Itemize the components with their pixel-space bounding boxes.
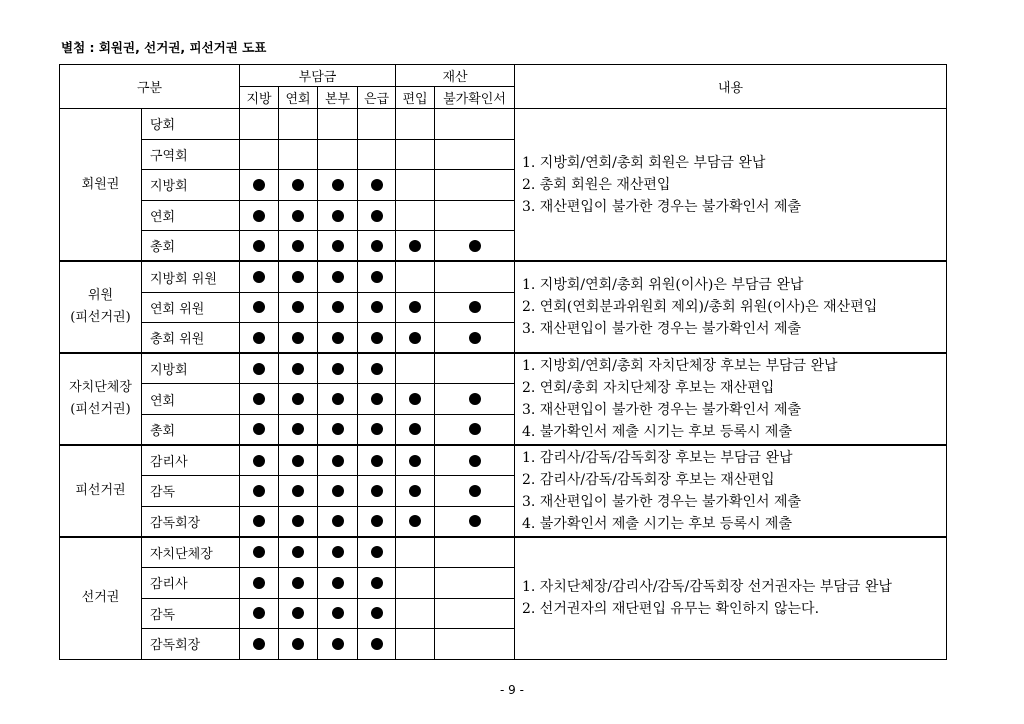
row-label: 감리사	[142, 445, 240, 476]
mark-cell	[358, 292, 396, 323]
mark-cell	[240, 231, 279, 262]
mark-cell	[279, 353, 318, 384]
mark-cell	[396, 537, 435, 568]
mark-cell	[279, 384, 318, 415]
mark-cell	[240, 292, 279, 323]
group-label-eligibility	[60, 445, 142, 537]
content-line: 2. 선거권자의 재단편입 유무는 확인하지 않는다.	[522, 601, 820, 618]
mark-cell	[435, 109, 515, 140]
mark-cell	[396, 476, 435, 507]
content-line: 1. 지방회/연회/총회 위원(이사)은 부담금 완납	[522, 277, 804, 294]
mark-cell	[435, 567, 515, 598]
group-label-committee	[60, 261, 142, 353]
document-title: 별첨 : 회원권, 선거권, 피선거권 도표	[61, 40, 267, 55]
filled-circle-icon	[409, 393, 421, 405]
mark-cell	[279, 629, 318, 660]
filled-circle-icon	[469, 515, 481, 527]
mark-cell	[358, 109, 396, 140]
filled-circle-icon	[371, 577, 383, 589]
row-label: 연회	[142, 200, 240, 231]
group-label-text: 위원	[87, 288, 114, 304]
mark-cell	[318, 445, 358, 476]
table-body	[60, 109, 947, 660]
filled-circle-icon	[253, 638, 265, 650]
group-label-local-head	[60, 353, 142, 445]
filled-circle-icon	[371, 332, 383, 344]
mark-cell	[396, 414, 435, 445]
mark-cell	[396, 200, 435, 231]
filled-circle-icon	[292, 363, 304, 375]
row-label: 지방회	[142, 170, 240, 201]
filled-circle-icon	[469, 423, 481, 435]
mark-cell	[358, 414, 396, 445]
filled-circle-icon	[253, 607, 265, 619]
mark-cell	[279, 261, 318, 292]
content-line: 4. 불가확인서 제출 시기는 후보 등록시 제출	[522, 424, 792, 441]
content-line: 3. 재산편입이 불가한 경우는 불가확인서 제출	[522, 198, 802, 215]
mark-cell	[358, 445, 396, 476]
table-row	[60, 109, 947, 140]
mark-cell	[240, 476, 279, 507]
table-row	[60, 261, 947, 292]
content-line: 2. 연회(연회분과위원회 제외)/총회 위원(이사)은 재산편입	[522, 299, 878, 316]
mark-cell	[358, 537, 396, 568]
mark-cell	[358, 170, 396, 201]
filled-circle-icon	[292, 332, 304, 344]
mark-cell	[279, 414, 318, 445]
filled-circle-icon	[371, 393, 383, 405]
mark-cell	[358, 261, 396, 292]
filled-circle-icon	[292, 423, 304, 435]
mark-cell	[318, 231, 358, 262]
mark-cell	[435, 231, 515, 262]
filled-circle-icon	[409, 455, 421, 467]
filled-circle-icon	[469, 240, 481, 252]
mark-cell	[318, 353, 358, 384]
filled-circle-icon	[292, 240, 304, 252]
mark-cell	[240, 598, 279, 629]
row-label: 구역회	[142, 139, 240, 170]
filled-circle-icon	[332, 271, 344, 283]
filled-circle-icon	[371, 515, 383, 527]
mark-cell	[396, 323, 435, 354]
content-line: 1. 지방회/연회/총회 자치단체장 후보는 부담금 완납	[522, 358, 838, 375]
mark-cell	[240, 353, 279, 384]
filled-circle-icon	[253, 423, 265, 435]
filled-circle-icon	[469, 485, 481, 497]
content-cell-eligibility	[515, 445, 947, 537]
group-label-voting	[60, 537, 142, 659]
mark-cell	[240, 567, 279, 598]
col-header-eungeup: 은급	[358, 87, 396, 109]
row-label: 감리사	[142, 567, 240, 598]
filled-circle-icon	[253, 546, 265, 558]
mark-cell	[396, 384, 435, 415]
mark-cell	[318, 170, 358, 201]
filled-circle-icon	[409, 240, 421, 252]
filled-circle-icon	[371, 423, 383, 435]
mark-cell	[279, 139, 318, 170]
row-label: 총회	[142, 231, 240, 262]
filled-circle-icon	[253, 240, 265, 252]
filled-circle-icon	[332, 577, 344, 589]
content-cell-local-head	[515, 353, 947, 445]
mark-cell	[358, 476, 396, 507]
content-line: 2. 총회 회원은 재산편입	[522, 176, 671, 193]
mark-cell	[435, 353, 515, 384]
filled-circle-icon	[469, 455, 481, 467]
mark-cell	[358, 353, 396, 384]
row-label: 감독회장	[142, 506, 240, 537]
group-label-text: 선거권	[81, 590, 120, 606]
mark-cell	[435, 414, 515, 445]
mark-cell	[240, 109, 279, 140]
filled-circle-icon	[409, 515, 421, 527]
content-line: 3. 재산편입이 불가한 경우는 불가확인서 제출	[522, 493, 802, 510]
mark-cell	[240, 323, 279, 354]
mark-cell	[279, 598, 318, 629]
group-label-subtext: (피선거권)	[70, 310, 131, 326]
mark-cell	[358, 231, 396, 262]
mark-cell	[318, 598, 358, 629]
row-label: 총회	[142, 414, 240, 445]
content-line: 2. 연회/총회 자치단체장 후보는 재산편입	[522, 380, 775, 397]
filled-circle-icon	[292, 485, 304, 497]
mark-cell	[318, 476, 358, 507]
mark-cell	[318, 323, 358, 354]
mark-cell	[396, 139, 435, 170]
mark-cell	[240, 200, 279, 231]
mark-cell	[318, 506, 358, 537]
row-label: 자치단체장	[142, 537, 240, 568]
page-number: - 9 -	[500, 683, 524, 697]
mark-cell	[396, 567, 435, 598]
filled-circle-icon	[292, 607, 304, 619]
mark-cell	[435, 200, 515, 231]
rights-table	[59, 64, 947, 660]
mark-cell	[318, 261, 358, 292]
mark-cell	[240, 139, 279, 170]
header-category: 구분	[60, 65, 240, 109]
mark-cell	[279, 109, 318, 140]
filled-circle-icon	[253, 577, 265, 589]
mark-cell	[358, 323, 396, 354]
mark-cell	[318, 109, 358, 140]
filled-circle-icon	[292, 210, 304, 222]
header-burden: 부담금	[240, 65, 396, 87]
mark-cell	[240, 629, 279, 660]
table-row	[60, 537, 947, 568]
mark-cell	[279, 506, 318, 537]
filled-circle-icon	[371, 455, 383, 467]
filled-circle-icon	[332, 210, 344, 222]
filled-circle-icon	[292, 546, 304, 558]
mark-cell	[435, 598, 515, 629]
row-label: 지방회	[142, 353, 240, 384]
mark-cell	[358, 629, 396, 660]
mark-cell	[279, 170, 318, 201]
col-header-yeonhoe: 연회	[279, 87, 318, 109]
mark-cell	[396, 292, 435, 323]
filled-circle-icon	[253, 393, 265, 405]
content-line: 1. 감리사/감독/감독회장 후보는 부담금 완납	[522, 449, 793, 466]
mark-cell	[435, 506, 515, 537]
row-label: 연회	[142, 384, 240, 415]
mark-cell	[358, 200, 396, 231]
mark-cell	[279, 537, 318, 568]
filled-circle-icon	[469, 332, 481, 344]
filled-circle-icon	[469, 301, 481, 313]
mark-cell	[240, 414, 279, 445]
content-cell-committee	[515, 261, 947, 353]
mark-cell	[318, 629, 358, 660]
mark-cell	[318, 292, 358, 323]
filled-circle-icon	[253, 485, 265, 497]
filled-circle-icon	[371, 210, 383, 222]
filled-circle-icon	[371, 271, 383, 283]
col-header-pyeonip: 편입	[396, 87, 435, 109]
content-line: 3. 재산편입이 불가한 경우는 불가확인서 제출	[522, 402, 802, 419]
mark-cell	[396, 598, 435, 629]
row-label: 감독	[142, 476, 240, 507]
mark-cell	[435, 476, 515, 507]
filled-circle-icon	[253, 301, 265, 313]
filled-circle-icon	[292, 301, 304, 313]
content-cell-voting	[515, 537, 947, 659]
row-label: 당회	[142, 109, 240, 140]
col-header-bulga: 불가확인서	[435, 87, 515, 109]
filled-circle-icon	[253, 332, 265, 344]
filled-circle-icon	[371, 607, 383, 619]
filled-circle-icon	[253, 363, 265, 375]
table-row	[60, 445, 947, 476]
header-row-1	[60, 65, 947, 87]
mark-cell	[279, 323, 318, 354]
group-label-text: 회원권	[81, 176, 120, 192]
group-label-text: 피선거권	[75, 482, 126, 498]
mark-cell	[358, 598, 396, 629]
filled-circle-icon	[292, 638, 304, 650]
filled-circle-icon	[292, 271, 304, 283]
filled-circle-icon	[253, 271, 265, 283]
mark-cell	[435, 445, 515, 476]
content-line: 2. 감리사/감독/감독회장 후보는 재산편입	[522, 471, 775, 488]
filled-circle-icon	[332, 393, 344, 405]
filled-circle-icon	[332, 607, 344, 619]
mark-cell	[279, 231, 318, 262]
filled-circle-icon	[292, 577, 304, 589]
row-label: 감독회장	[142, 629, 240, 660]
mark-cell	[279, 200, 318, 231]
filled-circle-icon	[292, 179, 304, 191]
filled-circle-icon	[253, 210, 265, 222]
col-header-jibang: 지방	[240, 87, 279, 109]
content-line: 3. 재산편입이 불가한 경우는 불가확인서 제출	[522, 321, 802, 338]
content-line: 4. 불가확인서 제출 시기는 후보 등록시 제출	[522, 515, 792, 532]
mark-cell	[279, 567, 318, 598]
filled-circle-icon	[409, 423, 421, 435]
filled-circle-icon	[253, 455, 265, 467]
mark-cell	[318, 200, 358, 231]
row-label: 연회 위원	[142, 292, 240, 323]
mark-cell	[435, 261, 515, 292]
mark-cell	[396, 231, 435, 262]
filled-circle-icon	[253, 515, 265, 527]
mark-cell	[240, 537, 279, 568]
col-header-bonbu: 본부	[318, 87, 358, 109]
filled-circle-icon	[332, 455, 344, 467]
filled-circle-icon	[371, 546, 383, 558]
content-cell-membership	[515, 109, 947, 262]
mark-cell	[435, 537, 515, 568]
content-line: 1. 자치단체장/감리사/감독/감독회장 선거권자는 부담금 완납	[522, 579, 892, 596]
filled-circle-icon	[292, 393, 304, 405]
header-property: 재산	[396, 65, 515, 87]
content-line: 1. 지방회/연회/총회 회원은 부담금 완납	[522, 154, 766, 171]
filled-circle-icon	[332, 485, 344, 497]
filled-circle-icon	[409, 485, 421, 497]
filled-circle-icon	[371, 301, 383, 313]
mark-cell	[240, 384, 279, 415]
mark-cell	[279, 476, 318, 507]
filled-circle-icon	[292, 455, 304, 467]
filled-circle-icon	[371, 240, 383, 252]
mark-cell	[240, 445, 279, 476]
mark-cell	[240, 170, 279, 201]
filled-circle-icon	[332, 546, 344, 558]
row-label: 지방회 위원	[142, 261, 240, 292]
filled-circle-icon	[469, 393, 481, 405]
mark-cell	[318, 384, 358, 415]
filled-circle-icon	[409, 332, 421, 344]
mark-cell	[358, 567, 396, 598]
mark-cell	[240, 261, 279, 292]
group-label-subtext: (피선거권)	[70, 402, 131, 418]
mark-cell	[279, 445, 318, 476]
mark-cell	[318, 414, 358, 445]
filled-circle-icon	[371, 485, 383, 497]
mark-cell	[396, 261, 435, 292]
group-label-text: 자치단체장	[69, 380, 132, 396]
table-row	[60, 353, 947, 384]
filled-circle-icon	[371, 363, 383, 375]
filled-circle-icon	[409, 301, 421, 313]
mark-cell	[318, 537, 358, 568]
mark-cell	[318, 139, 358, 170]
filled-circle-icon	[371, 638, 383, 650]
mark-cell	[396, 506, 435, 537]
mark-cell	[396, 629, 435, 660]
mark-cell	[396, 353, 435, 384]
mark-cell	[435, 629, 515, 660]
filled-circle-icon	[332, 332, 344, 344]
group-label-membership	[60, 109, 142, 262]
mark-cell	[318, 567, 358, 598]
row-label: 총회 위원	[142, 323, 240, 354]
mark-cell	[358, 139, 396, 170]
row-label: 감독	[142, 598, 240, 629]
mark-cell	[435, 170, 515, 201]
mark-cell	[435, 139, 515, 170]
filled-circle-icon	[332, 301, 344, 313]
filled-circle-icon	[332, 363, 344, 375]
mark-cell	[279, 292, 318, 323]
mark-cell	[358, 506, 396, 537]
filled-circle-icon	[332, 423, 344, 435]
mark-cell	[358, 384, 396, 415]
header-content: 내용	[515, 65, 947, 109]
filled-circle-icon	[332, 638, 344, 650]
mark-cell	[435, 292, 515, 323]
mark-cell	[435, 384, 515, 415]
filled-circle-icon	[253, 179, 265, 191]
mark-cell	[396, 109, 435, 140]
filled-circle-icon	[332, 179, 344, 191]
filled-circle-icon	[332, 240, 344, 252]
filled-circle-icon	[292, 515, 304, 527]
filled-circle-icon	[332, 515, 344, 527]
mark-cell	[396, 170, 435, 201]
filled-circle-icon	[371, 179, 383, 191]
mark-cell	[396, 445, 435, 476]
mark-cell	[240, 506, 279, 537]
mark-cell	[435, 323, 515, 354]
